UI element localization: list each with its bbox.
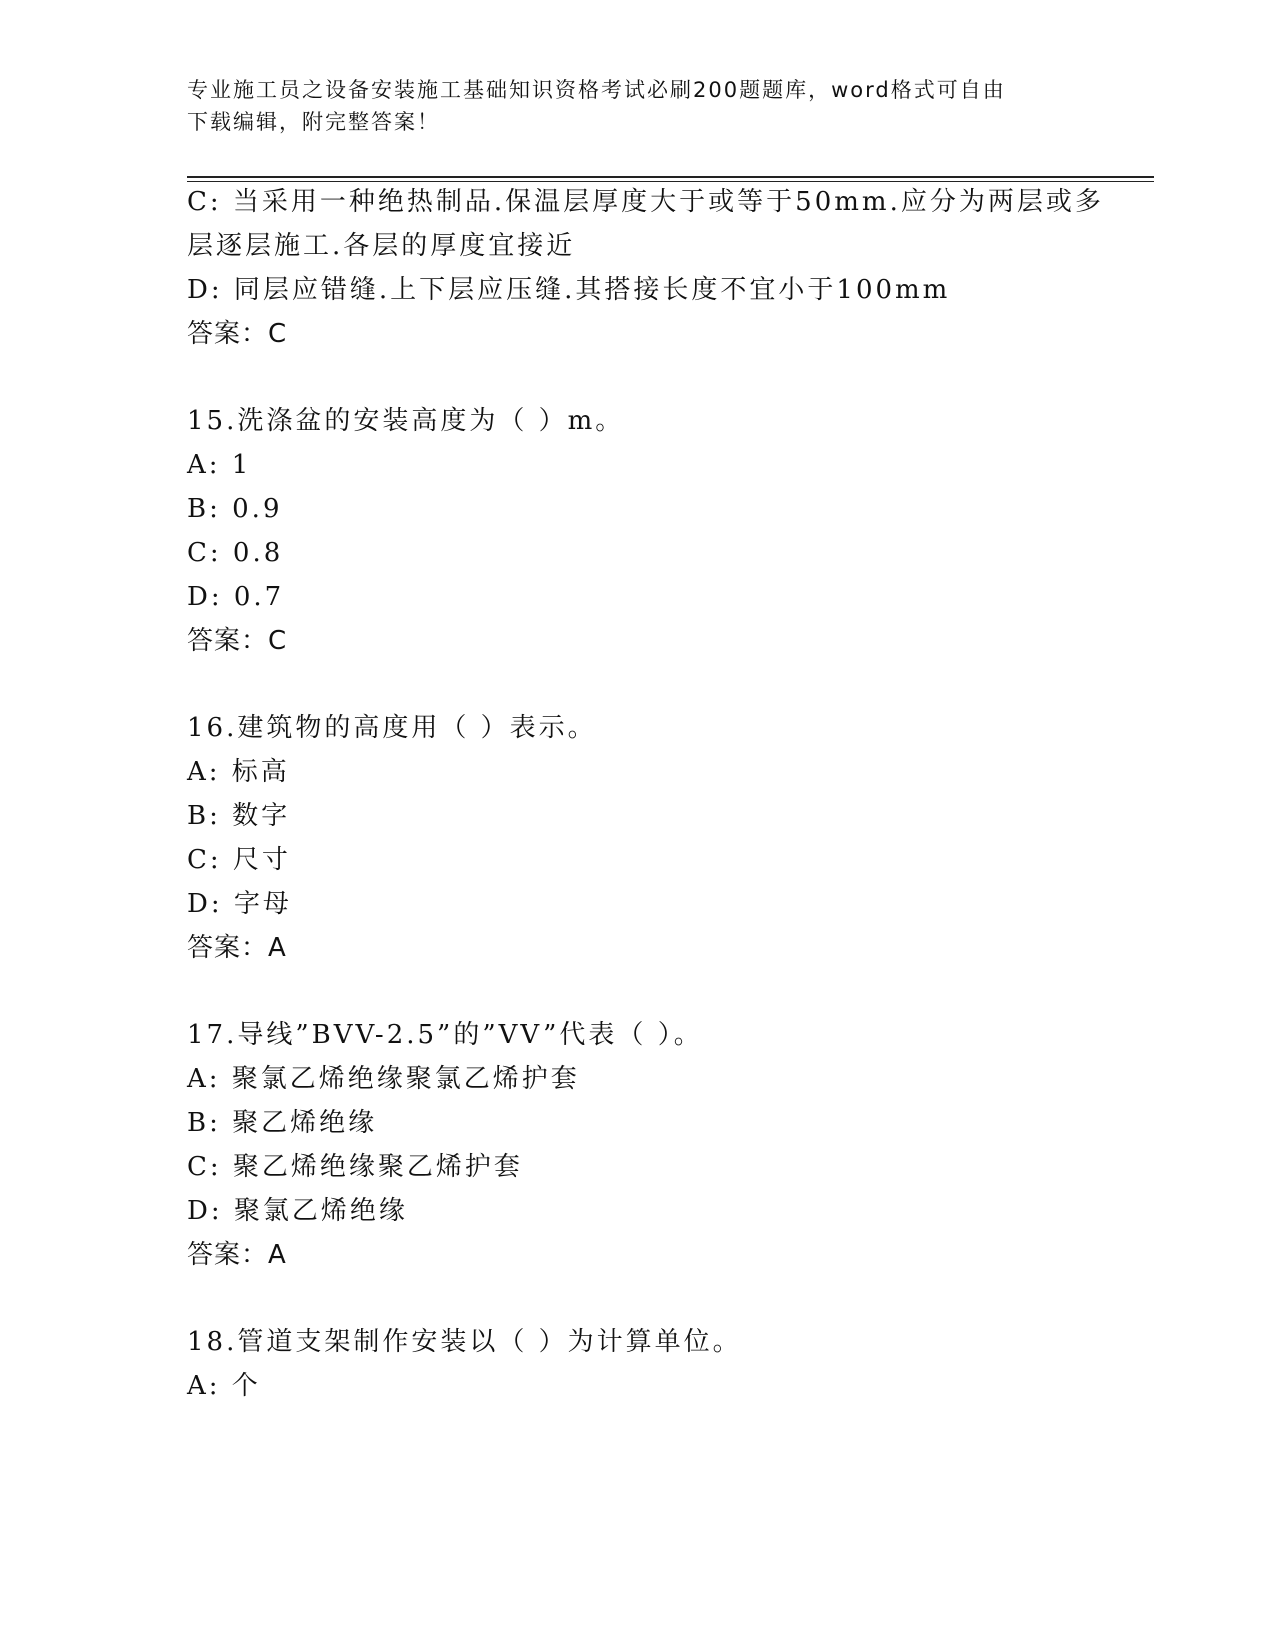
q16-option-c: C: 尺寸 [187, 845, 291, 875]
q16-option-d: D: 字母 [187, 889, 292, 919]
q15-option-a: A: 1 [187, 450, 252, 480]
answer-14: 答案：C [187, 319, 288, 349]
q17-option-d: D: 聚氯乙烯绝缘 [187, 1196, 408, 1226]
question-18: 18.管道支架制作安装以（ ）为计算单位。 [187, 1327, 742, 1357]
header-title-line1: 专业施工员之设备安装施工基础知识资格考试必刷200题题库，word格式可自由 [187, 78, 1006, 102]
question-17: 17.导线”BVV-2.5”的”VV”代表（ ）。 [187, 1020, 703, 1050]
q17-option-c: C: 聚乙烯绝缘聚乙烯护套 [187, 1152, 523, 1182]
header-divider-thick [187, 176, 1154, 178]
question-15: 15.洗涤盆的安装高度为（ ）m。 [187, 406, 625, 436]
q17-option-a: A: 聚氯乙烯绝缘聚氯乙烯护套 [187, 1064, 580, 1094]
q18-option-a: A: 个 [187, 1371, 261, 1401]
q15-option-d: D: 0.7 [187, 582, 285, 612]
option-c-line1: C: 当采用一种绝热制品.保温层厚度大于或等于50mm.应分为两层或多 [187, 187, 1104, 217]
q17-option-b: B: 聚乙烯绝缘 [187, 1108, 378, 1138]
answer-15: 答案：C [187, 626, 288, 656]
q15-option-c: C: 0.8 [187, 538, 284, 568]
header-title-line2: 下载编辑，附完整答案！ [187, 110, 440, 134]
q16-option-a: A: 标高 [187, 757, 290, 787]
q15-option-b: B: 0.9 [187, 494, 283, 524]
q16-option-b: B: 数字 [187, 801, 291, 831]
answer-16: 答案：A [187, 933, 287, 963]
document-header [187, 74, 1087, 138]
question-16: 16.建筑物的高度用（ ）表示。 [187, 713, 597, 743]
option-d: D: 同层应错缝.上下层应压缝.其搭接长度不宜小于100mm [187, 275, 951, 305]
answer-17: 答案：A [187, 1240, 287, 1270]
option-c-line2: 层逐层施工.各层的厚度宜接近 [187, 231, 576, 261]
